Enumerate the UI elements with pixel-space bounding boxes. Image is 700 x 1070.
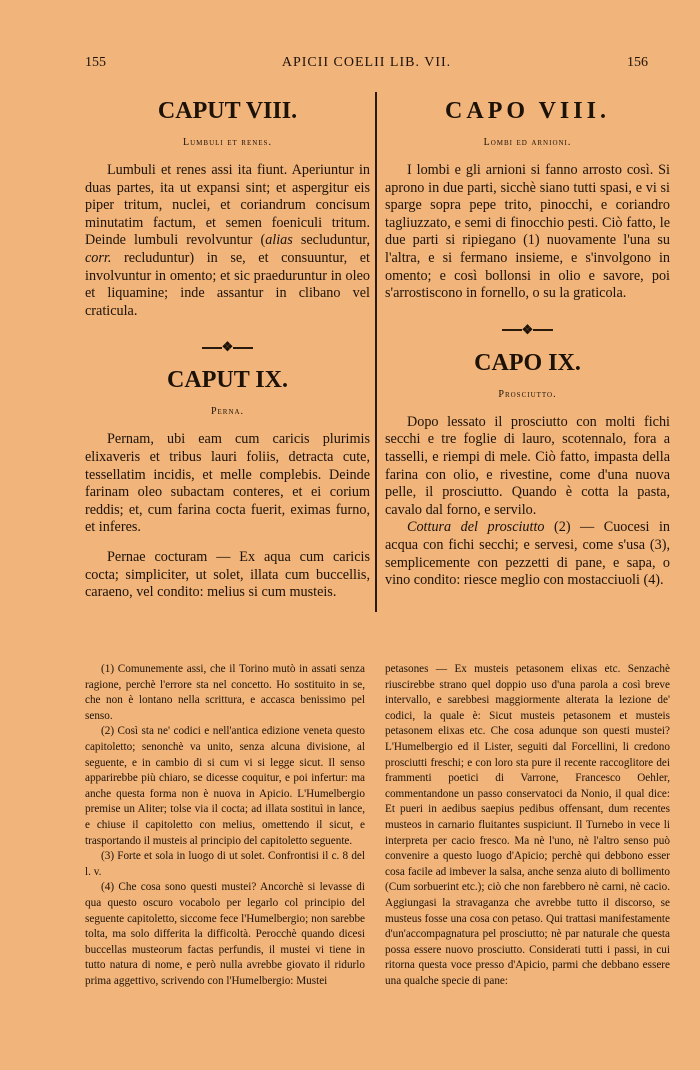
latin-column bbox=[85, 92, 370, 602]
footnote: (3) Forte et sola in luogo di ut solet. Confrontisi il c. 8 del l. v. bbox=[85, 850, 365, 878]
chapter-8-subtitle-italian: Lombi ed arnioni. bbox=[483, 137, 572, 148]
footnotes-right bbox=[385, 662, 670, 989]
chapter-9-subtitle-italian: Prosciutto. bbox=[498, 388, 557, 400]
footnote: (2) Così sta ne' codici e nell'antica edizione veneta questo capitoletto; senonchè va unito, senza alcuna divisione, al seguente, e in cambio di si cum vi si legge sicut. Il senso apparirebbe più chiaro, se dicesse coquitur, e poi infertur: ma anche questa forma non è nuova in Apicio. L'Humelbergio premise un Aliter; tolse via il cocta; ad illata sostituì in lance, e chiuse il capitoletto con melius, omettendo il sicut, e trasportando il musteis al principio del capitoletto seguente. bbox=[85, 725, 365, 847]
footnote: (1) Comunemente assi, che il Torino mutò in assati senza ragione, perchè l'errore sta nel concetto. Ho sostituito in se, che non è lontano nella scrittura, e accasca benissimo pel senso. bbox=[85, 663, 365, 722]
ornament-divider: ❖ bbox=[385, 323, 670, 338]
footnote-continued: petasones — Ex musteis petasonem elixas etc. Senzachè riuscirebbe strano quel doppio uso d'una parola a così breve intervallo, e sarebbesi maggiormente alterata la lezione de' codici, la quale è: Sicut musteis petasonem et musteis petasonem elixas etc. Che cosa adunque son questi mustei? L'Humelbergio ed il Lister, seguiti dal Forcellini, li credono prosciutti freschi; e con loro sta pure il recente raccoglitore dei frammenti poetici di Varrone, Francesco Oehler, commentandone un passo conservatoci da Nonio, il qual dice: Et pueri in aedibus saepius pedibus offensant, dum recentes musteos in carnario fluitantes suspiciunt. Il Turnebo in vece li interpreta per cacio fresco. Ma nè l'uno, nè l'altro senso può convenire a questo luogo d'Apicio; perchè qui debbono esser cosa facile ad imbever la salsa, anche senza aiuto di bollimento (Cum sorbuerint etc.); ciò che non farebbero nè carni, nè cacio. Aggiungasi la stravaganza che avrebbe tutto il discorso, se musteus fosse una cosa con petaso. Qui trattasi manifestamente d'un'accompagnatura pel prosciutto; nè par naturale che questa possa essere nuovo prosciutto. Considerati tutti i passi, in cui ritorna questa voce presso d'Apicio, parmi che debbano essere una qualche specie di pane: bbox=[385, 663, 670, 987]
running-header bbox=[85, 55, 648, 73]
column-divider bbox=[375, 92, 377, 612]
chapter-9-subtitle-latin: Perna. bbox=[210, 406, 245, 418]
chapter-8-text-latin: Lumbuli et renes assi ita fiunt. Aperiuntur in duas partes, ita ut expansi sint; et aspergitur eis piper tritum, nuclei, et coriandrum concisum minutatim factum, et semen foeniculi tritum. Deinde lumbuli revolvuntur (alias secluduntur, corr. recluduntur) in se, et consuuntur, et involvuntur in omento; et sic praeduruntur in oleo et liquamine; inde assantur in clibano vel craticula. bbox=[85, 162, 371, 319]
italian-column bbox=[385, 92, 670, 590]
page-number-left: 155 bbox=[85, 55, 106, 70]
chapter-9-title-italian: CAPO IX. bbox=[474, 349, 581, 376]
chapter-9-text-latin: Pernam, ubi eam cum caricis plurimis elixaveris et tribus lauri foliis, detracta cute, tessellatim incidis, et melle complebis. Deinde farinam oleo subactam conteres, et ei corium reddis; et, cum farina cocta fuerit, eximas furno, et inferes. bbox=[85, 431, 370, 536]
footnote: (4) Che cosa sono questi mustei? Ancorchè si levasse di qua questo oscuro vocabolo per legarlo col principio del seguente capitoletto, siccome fece l'Humelbergio; non sarebbe tolta, ma solo differita la difficoltà. Perocchè quando dicesi buccellas musteorum factas perfundis, il mustei vi tiene in tutto natura di nome, e però nulla avrebbe giovato il ridurlo prima aggettivo, scrivendo con l'Humelbergio: Mustei bbox=[85, 881, 365, 987]
footnotes-left bbox=[85, 662, 365, 989]
chapter-8-title-latin: CAPUT VIII. bbox=[157, 98, 298, 124]
ornament-divider: ❖ bbox=[85, 340, 370, 355]
chapter-8-title-italian: CAPO VIII. bbox=[445, 98, 610, 124]
chapter-8-text-italian: I lombi e gli arnioni si fanno arrosto così. Si aprono in due parti, sicchè siano tutti spasi, e vi si sparge sopra pepe trito, pinocchi, e coriandro tagliuzzato, e semi di finocchio pesti. Ciò fatto, le due parti si ripiegano (1) nuovamente l'una su l'altra, e si fermano insieme, e s'involgono in omento; e così bollonsi in olio e savore, poi s'arrostiscono in fornello, o su la graticola. bbox=[385, 162, 670, 302]
chapter-9-title-latin: CAPUT IX. bbox=[167, 367, 288, 394]
page-number-right: 156 bbox=[627, 55, 648, 70]
chapter-9-cooking-latin: Pernae cocturam — Ex aqua cum caricis cocta; simpliciter, ut solet, illata cum buccellis, caraeno, vel condito: melius si cum musteis. bbox=[85, 548, 370, 601]
running-title: APICII COELII LIB. VII. bbox=[281, 55, 452, 70]
chapter-9-cooking-italian: Cottura del prosciutto (2) — Cuocesi in acqua con fichi secchi; e servesi, come s'usa (3), semplicemente con pezzetti di pane, e sapa, o vino condito: riesce meglio con mostacciuoli (4). bbox=[385, 519, 670, 589]
chapter-9-text-italian: Dopo lessato il prosciutto con molti fichi secchi e tre foglie di lauro, scotennalo, fora a tasselli, e riempi di mele. Ciò fatto, impasta della farina con olio, e rivestine, come d'una nuova pelle, il prosciutto. Quando è cotta la pasta, cavalo dal forno, e servilo. bbox=[385, 413, 670, 518]
chapter-8-subtitle-latin: Lumbuli et renes. bbox=[183, 137, 272, 148]
